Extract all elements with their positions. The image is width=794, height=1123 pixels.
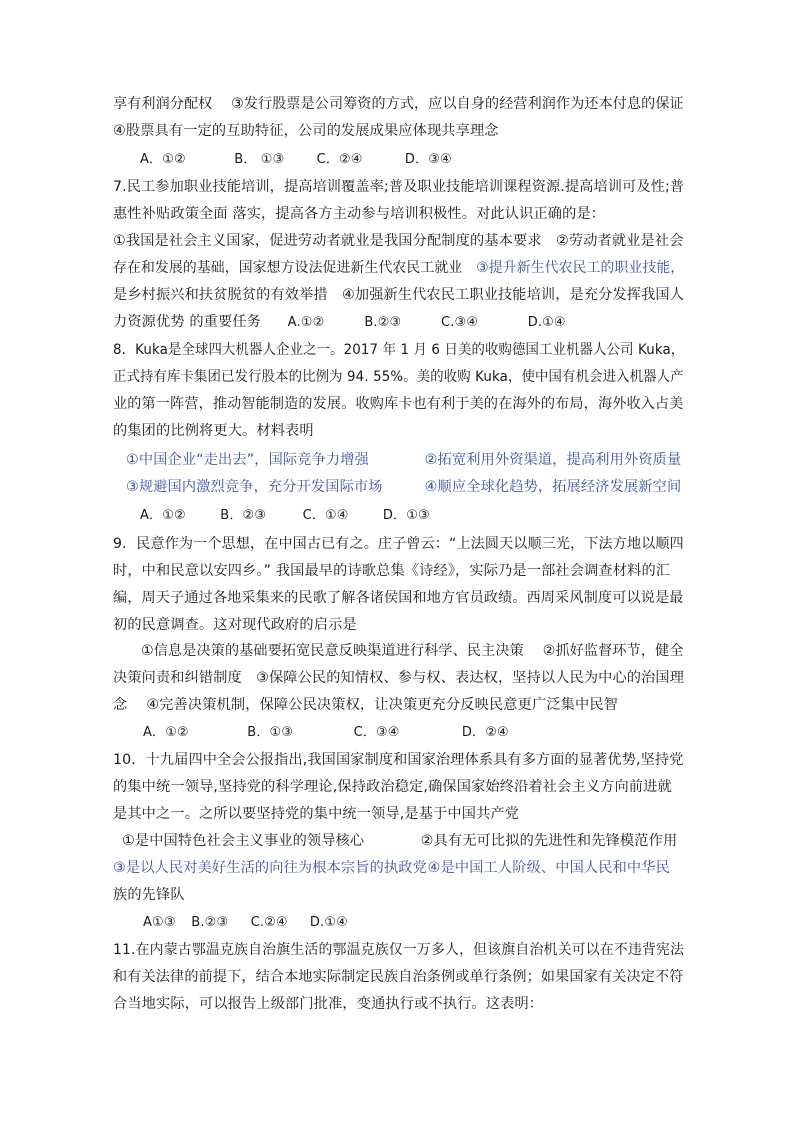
q9-line-1: 9．民意作为一个思想，在中国古已有之。庄子曾云：“上法圆天以顺三光，下法方地以顺四 (113, 536, 684, 552)
q7-line-2: 惠性补贴政策全面 落实，提高各方主动参与培训积极性。对此认识正确的是： (113, 206, 606, 222)
q10-options (143, 913, 348, 933)
q9-line-4: 初的民意调查。这对现代政府的启示是 (113, 617, 357, 633)
q8-choices-row-2 (126, 477, 681, 497)
q8-option-a: A．①② (140, 508, 186, 523)
q10-option-b: B.②③ (191, 915, 229, 930)
q10-line-6: 族的先锋队 (113, 887, 185, 903)
q9-line-5: ①信息是决策的基础要拓宽民意反映渠道进行科学、民主决策 ②抓好监督环节，健全 (141, 643, 684, 659)
q6-option-a: A．①② (140, 152, 186, 167)
q7-line-6 (113, 312, 566, 333)
q10-choices-row-1 (122, 831, 677, 851)
q9-option-c: C．③④ (353, 725, 400, 740)
q7-option-b: B.②③ (364, 315, 402, 330)
q7-option-a: A.①② (287, 315, 325, 330)
q9-option-a: A．①② (143, 725, 189, 740)
q10-line-3: 是其中之一。之所以要坚持党的集中统一领导,是基于中国共产党 (113, 806, 520, 822)
q6-line-1: 享有利润分配权 ③发行股票是公司筹资的方式，应以自身的经营利润作为还本付息的保证 (113, 96, 684, 112)
q8-options (140, 506, 430, 526)
q6-line-2: ④股票具有一定的互助特征，公司的发展成果应体现共享理念 (113, 123, 499, 139)
q8-line-1: 8．Kuka是全球四大机器人企业之一。2017 年 1 月 6 日美的收购德国工业机器人公司 Kuka， (113, 342, 685, 358)
q7-line-3: ①我国是社会主义国家，促进劳动者就业是我国分配制度的基本要求 ②劳动者就业是社会 (113, 233, 684, 249)
q11-line-1: 11.在内蒙古鄂温克族自治旗生活的鄂温克族仅一万多人，但该旗自治机关可以在不违背宪法 (113, 942, 685, 958)
q9-line-7: 念 ④完善决策机制，保障公民决策权，让决策更充分反映民意更广泛集中民智 (113, 697, 619, 713)
q10-line-1: 10．十九届四中全会公报指出,我国国家制度和国家治理体系具有多方面的显著优势,坚持党 (113, 752, 684, 768)
q6-option-d: D．③④ (404, 152, 452, 167)
q6-option-c: C．②④ (316, 152, 363, 167)
q8-line-3: 业的第一阵营，推动智能制造的发展。收购库卡也有利于美的在海外的布局，海外收入占美 (113, 396, 684, 412)
q8-option-b: B．②③ (220, 508, 267, 523)
q8-choice-3: ③规避国内激烈竞争，充分开发国际市场 (126, 479, 383, 495)
q7-line-5: 是乡村振兴和扶贫脱贫的有效举措 ④加强新生代农民工职业技能培训，是充分发挥我国人 (113, 287, 685, 303)
q8-option-d: D．①③ (382, 508, 430, 523)
q8-choice-4: ④顺应全球化趋势，拓展经济发展新空间 (424, 479, 682, 495)
q8-choices-row-1 (126, 450, 681, 470)
q10-option-a: A①③ (143, 915, 176, 930)
q10-choice-3: ③是以人民对美好生活的向往为根本宗旨的执政党 (113, 860, 427, 876)
q9-line-2: 时，中和民意以安四乡。” 我国最早的诗歌总集《诗经》，实际乃是一部社会调查材料的汇 (113, 563, 671, 579)
q8-line-2: 正式持有库卡集团已发行股本的比例为 94. 55%。美的收购 Kuka，使中国有机会进入机器人产 (113, 369, 684, 385)
q9-line-3: 编，周天子通过各地采集来的民歌了解各诸侯国和地方官员政绩。西周采风制度可以说是最 (113, 590, 684, 606)
q11-line-3: 合当地实际，可以报告上级部门批准，变通执行或不执行。这表明： (113, 996, 544, 1012)
q10-choice-2: ②具有无可比拟的先进性和先锋模范作用 (420, 833, 678, 849)
q9-option-b: B．①③ (247, 725, 294, 740)
q8-option-c: C．①④ (302, 508, 349, 523)
q6-options (140, 150, 452, 170)
q10-option-c: C.②④ (250, 915, 288, 930)
q10-choice-4: ④是中国工人阶级、中国人民和中华民 (427, 860, 670, 876)
q10-option-d: D.①④ (309, 915, 348, 930)
q10-choices-row-2 (113, 858, 670, 878)
q7-option-c: C.③④ (441, 315, 479, 330)
q11-line-2: 和有关法律的前提下，结合本地实际制定民族自治条例或单行条例；如果国家有关决定不符 (113, 969, 684, 985)
q7-line-1: 7.民工参加职业技能培训，提高培训覆盖率;普及职业技能培训课程资源.提高培训可及性;普 (113, 179, 685, 195)
q7-line-6-text: 力资源优势 的重要任务 (113, 314, 262, 330)
q7-option-d: D.①④ (527, 315, 566, 330)
q8-choice-2: ②拓宽利用外资渠道，提高利用外资质量 (424, 452, 682, 468)
q7-choice-3: ③提升新生代农民工的职业技能， (476, 260, 685, 276)
q10-line-2: 的集中统一领导,坚持党的科学理论,保持政治稳定,确保国家始终沿着社会主义方向前进就 (113, 779, 672, 795)
q10-choice-1: ①是中国特色社会主义事业的领导核心 (122, 833, 365, 849)
q7-line-4-text: 存在和发展的基础，国家想方设法促进新生代农民工就业 (113, 260, 477, 276)
q9-options (143, 723, 509, 743)
q7-line-4 (113, 258, 684, 278)
q9-option-d: D．②④ (461, 725, 509, 740)
q6-option-b: B． ①③ (234, 152, 285, 167)
q8-choice-1: ①中国企业“走出去”，国际竞争力增强 (126, 452, 369, 468)
q9-line-6: 决策问责和纠错制度 ③保障公民的知情权、参与权、表达权，坚持以人民为中心的治国理 (113, 670, 685, 686)
q8-line-4: 的集团的比例将更大。材料表明 (113, 423, 314, 439)
